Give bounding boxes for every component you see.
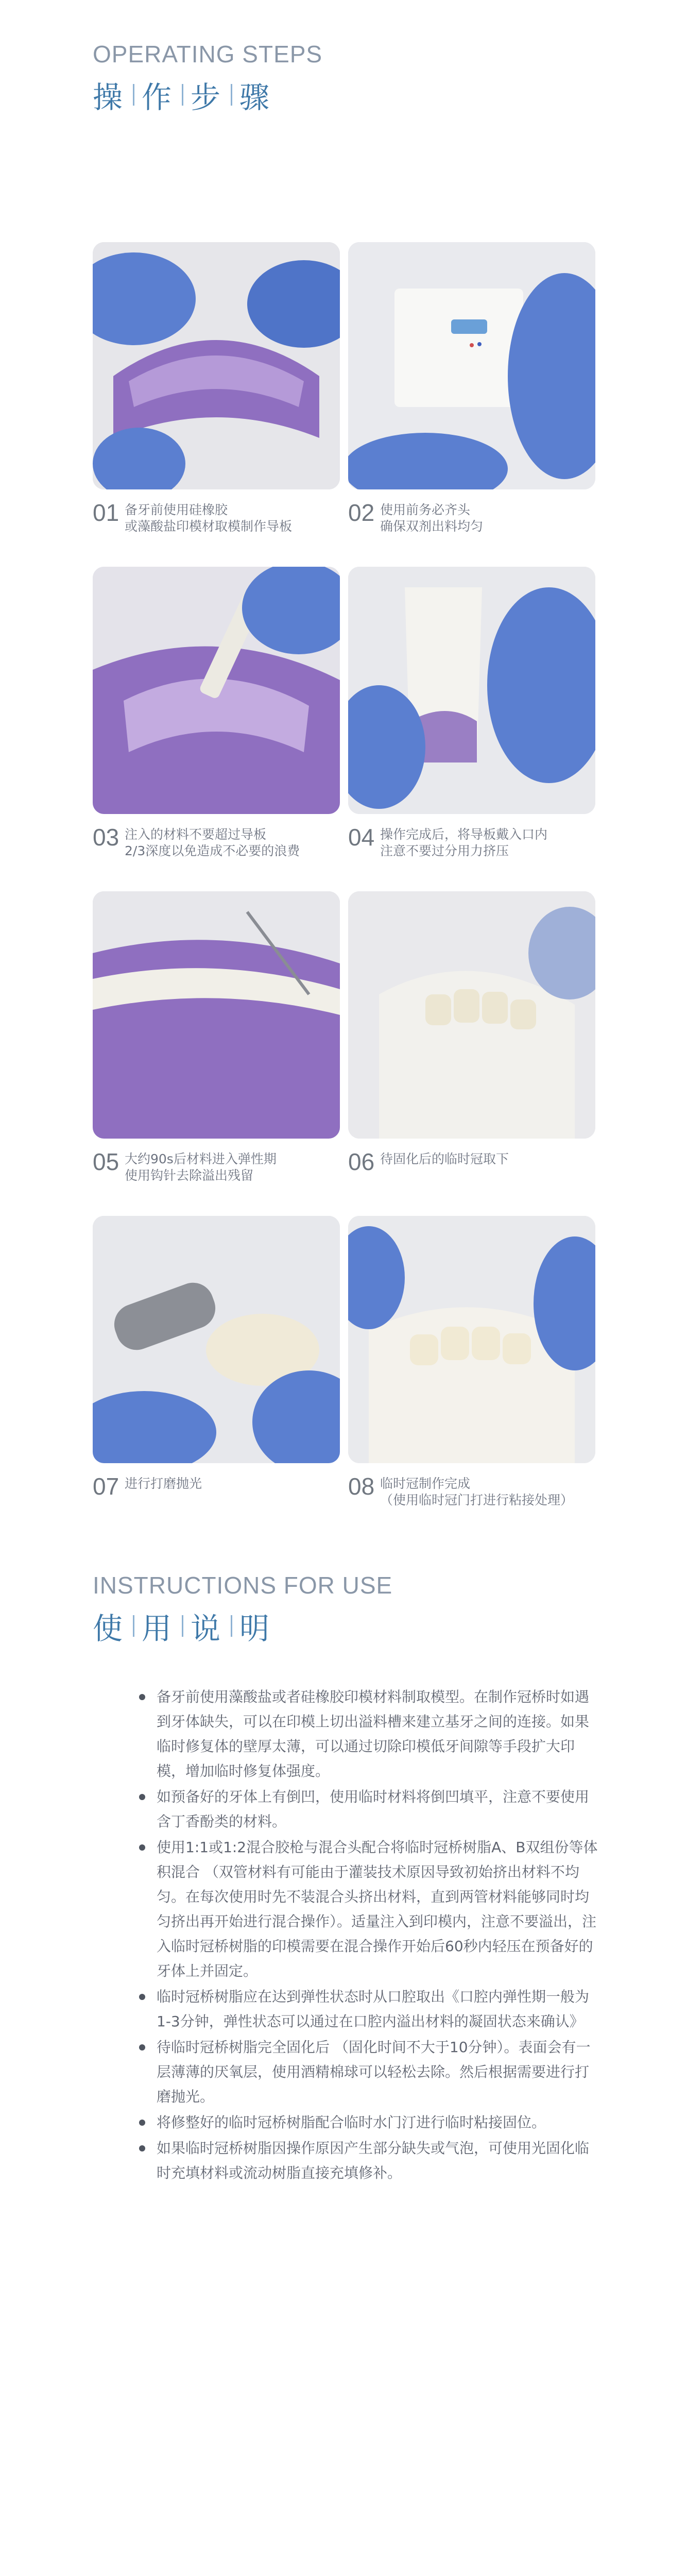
step-05-caption: [93, 1150, 340, 1184]
instruction-item: 使用1:1或1:2混合胶枪与混合头配合将临时冠桥树脂A、B双组份等体积混合 （双管材料有可能由于灌装技术原因导致初始挤出材料不均匀。在每次使用时先不装混合头挤出材料，直到两管材料能够同时均匀挤出再开始进行混合操作）。适量注入到印模内，注意不要溢出，注入临时冠桥树脂的印模需要在混合操作开始后60秒内轻压在预备好的牙体上并固定。: [139, 1835, 603, 1984]
step-04-caption: [348, 825, 595, 859]
step-07-photo: [93, 1216, 340, 1463]
instruction-item: 临时冠桥树脂应在达到弹性状态时从口腔取出《口腔内弹性期一般为1-3分钟，弹性状态可以通过在口腔内溢出材料的凝固状态来确认》: [139, 1985, 603, 2034]
step-06-photo: [348, 891, 595, 1139]
step-06-text: 待固化后的临时冠取下: [380, 1151, 509, 1166]
step-card-05: [93, 891, 340, 1184]
step-07-caption: [93, 1475, 340, 1498]
step-03-caption: [93, 825, 340, 859]
step-06-caption: [348, 1150, 595, 1174]
step-card-04: [348, 567, 595, 859]
step-05-text: 大约90s后材料进入弹性期 使用钩针去除溢出残留: [125, 1151, 277, 1183]
step-08-caption: [348, 1475, 595, 1509]
steps-title-en: OPERATING STEPS: [93, 41, 323, 67]
step-card-07: [93, 1216, 340, 1498]
step-card-03: [93, 567, 340, 859]
instruction-item: 待临时冠桥树脂完全固化后 （固化时间不大于10分钟）。表面会有一层薄薄的厌氧层，使用酒精棉球可以轻松去除。然后根据需要进行打磨抛光。: [139, 2035, 603, 2109]
step-card-01: [93, 242, 340, 535]
instruction-item: 备牙前使用藻酸盐或者硅橡胶印模材料制取模型。在制作冠桥时如遇到牙体缺失，可以在印模上切出溢料槽来建立基牙之间的连接。如果临时修复体的壁厚太薄，可以通过切除印模低牙间隙等手段扩大印模，增加临时修复体强度。: [139, 1685, 603, 1784]
step-01-text: 备牙前使用硅橡胶 或藻酸盐印模材取模制作导板: [125, 502, 293, 534]
instructions-title-char: 说: [191, 1611, 224, 1646]
step-04-text: 操作完成后，将导板戴入口内 注意不要过分用力挤压: [380, 827, 548, 858]
step-card-02: [348, 242, 595, 535]
step-08-number: 08: [348, 1473, 375, 1500]
steps-section-header: [93, 40, 322, 116]
steps-title-char: 作: [142, 80, 175, 115]
step-02-number: 02: [348, 499, 375, 526]
step-03-text: 注入的材料不要超过导板 2/3深度以免造成不必要的浪费: [125, 827, 300, 858]
step-06-number: 06: [348, 1148, 375, 1175]
steps-title-char: 骤: [239, 80, 273, 115]
instructions-title-en: INSTRUCTIONS FOR USE: [93, 1572, 393, 1599]
step-07-text: 进行打磨抛光: [125, 1476, 202, 1491]
step-05-photo: [93, 891, 340, 1139]
steps-title-zh: [93, 73, 322, 116]
instructions-title-char: 用: [142, 1611, 175, 1646]
instructions-title-char: 明: [239, 1611, 273, 1646]
step-02-photo: [348, 242, 595, 489]
step-card-06: [348, 891, 595, 1174]
step-02-caption: [348, 501, 595, 535]
step-08-text: 临时冠制作完成 （使用临时冠门打进行粘接处理）: [380, 1476, 574, 1507]
instruction-item: 将修整好的临时冠桥树脂配合临时水门汀进行临时粘接固位。: [139, 2110, 603, 2135]
instruction-item: 如果临时冠桥树脂因操作原因产生部分缺失或气泡，可使用光固化临时充填材料或流动树脂直接充填修补。: [139, 2136, 603, 2185]
instructions-list: [139, 1685, 603, 2187]
step-01-photo: [93, 242, 340, 489]
step-01-number: 01: [93, 499, 119, 526]
step-01-caption: [93, 501, 340, 535]
step-04-photo: [348, 567, 595, 814]
instructions-title-char: 使: [93, 1611, 126, 1646]
instructions-section-header: [93, 1571, 392, 1648]
step-02-text: 使用前务必齐头 确保双剂出料均匀: [380, 502, 484, 534]
step-03-number: 03: [93, 824, 119, 851]
step-04-number: 04: [348, 824, 375, 851]
instruction-item: 如预备好的牙体上有倒凹，使用临时材料将倒凹填平，注意不要使用含丁香酚类的材料。: [139, 1785, 603, 1834]
step-03-photo: [93, 567, 340, 814]
steps-title-char: 操: [93, 80, 126, 115]
step-08-photo: [348, 1216, 595, 1463]
step-07-number: 07: [93, 1473, 119, 1500]
instructions-title-zh: [93, 1604, 392, 1648]
step-card-08: [348, 1216, 595, 1509]
step-05-number: 05: [93, 1148, 119, 1175]
steps-title-char: 步: [191, 80, 224, 115]
